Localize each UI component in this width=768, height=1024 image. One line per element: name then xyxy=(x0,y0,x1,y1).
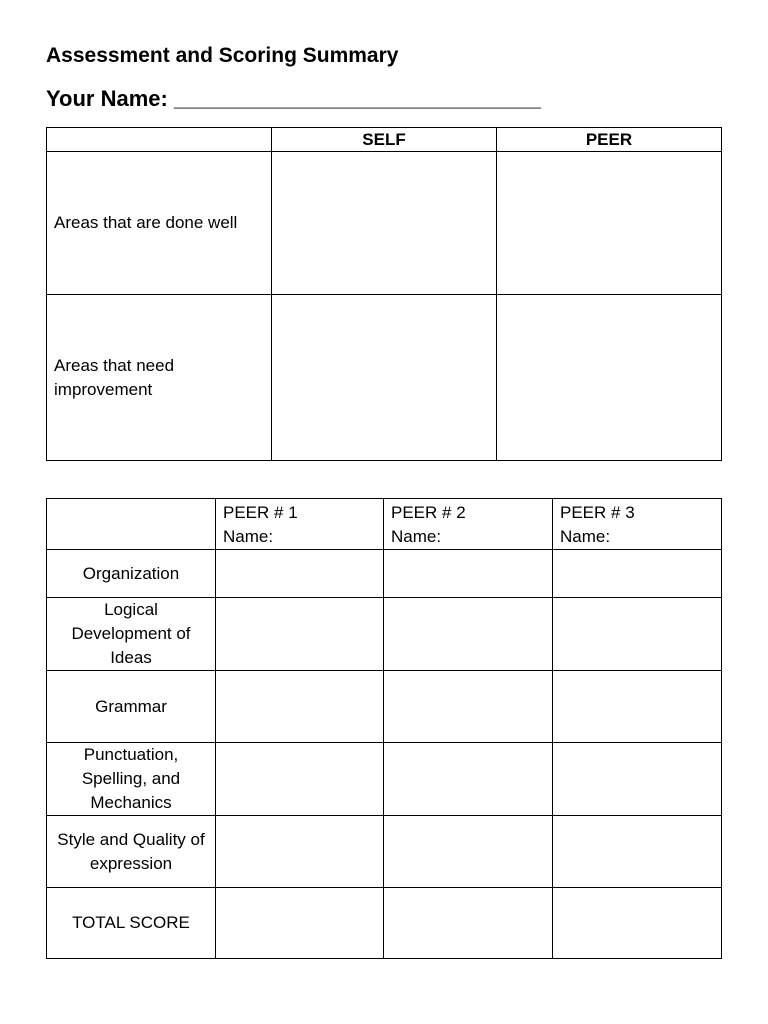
score-cell[interactable] xyxy=(384,550,553,598)
feedback-row-needs-improvement xyxy=(47,295,722,461)
feedback-cell-self-done-well[interactable] xyxy=(272,152,497,295)
score-header-peer-1 xyxy=(216,499,384,550)
feedback-row-done-well xyxy=(47,152,722,295)
score-cell[interactable] xyxy=(216,598,384,671)
feedback-cell-peer-improvement[interactable] xyxy=(497,295,722,461)
score-cell[interactable] xyxy=(553,550,722,598)
score-cell[interactable] xyxy=(553,816,722,888)
criterion-label: Logical Development of Ideas xyxy=(47,598,216,671)
score-table xyxy=(46,498,722,959)
peer-number: PEER # 2 xyxy=(391,503,466,522)
score-row-style xyxy=(47,816,722,888)
score-row-total xyxy=(47,888,722,959)
score-cell[interactable] xyxy=(216,888,384,959)
score-cell[interactable] xyxy=(553,671,722,743)
feedback-header-self: SELF xyxy=(272,128,497,152)
score-row-logical-development xyxy=(47,598,722,671)
score-row-organization xyxy=(47,550,722,598)
score-cell[interactable] xyxy=(553,888,722,959)
score-cell[interactable] xyxy=(384,671,553,743)
score-cell[interactable] xyxy=(384,743,553,816)
score-cell[interactable] xyxy=(216,743,384,816)
score-header-peer-2 xyxy=(384,499,553,550)
page-title: Assessment and Scoring Summary xyxy=(46,44,399,67)
score-header-peer-3 xyxy=(553,499,722,550)
score-row-grammar xyxy=(47,671,722,743)
feedback-header-blank xyxy=(47,128,272,152)
criterion-label: Style and Quality of expression xyxy=(47,816,216,888)
peer-name-label: Name: xyxy=(223,527,274,546)
score-header-blank xyxy=(47,499,216,550)
your-name-line xyxy=(46,86,541,112)
score-cell[interactable] xyxy=(216,550,384,598)
feedback-row-label: Areas that are done well xyxy=(47,152,272,295)
score-cell[interactable] xyxy=(384,598,553,671)
criterion-label: Punctuation, Spelling, and Mechanics xyxy=(47,743,216,816)
score-cell[interactable] xyxy=(216,671,384,743)
peer-name-label: Name: xyxy=(560,527,611,546)
feedback-cell-self-improvement[interactable] xyxy=(272,295,497,461)
score-cell[interactable] xyxy=(384,888,553,959)
criterion-label: TOTAL SCORE xyxy=(47,888,216,959)
feedback-header-row xyxy=(47,128,722,152)
feedback-table xyxy=(46,127,722,461)
feedback-cell-peer-done-well[interactable] xyxy=(497,152,722,295)
score-cell[interactable] xyxy=(553,743,722,816)
criterion-label: Organization xyxy=(47,550,216,598)
score-header-row xyxy=(47,499,722,550)
criterion-label: Grammar xyxy=(47,671,216,743)
score-cell[interactable] xyxy=(553,598,722,671)
feedback-header-peer: PEER xyxy=(497,128,722,152)
score-cell[interactable] xyxy=(384,816,553,888)
your-name-field[interactable]: ______________________________ xyxy=(173,86,542,111)
peer-number: PEER # 3 xyxy=(560,503,635,522)
peer-number: PEER # 1 xyxy=(223,503,298,522)
your-name-label: Your Name: xyxy=(46,86,174,111)
feedback-row-label: Areas that need improvement xyxy=(47,295,272,461)
score-cell[interactable] xyxy=(216,816,384,888)
peer-name-label: Name: xyxy=(391,527,442,546)
score-row-punctuation xyxy=(47,743,722,816)
